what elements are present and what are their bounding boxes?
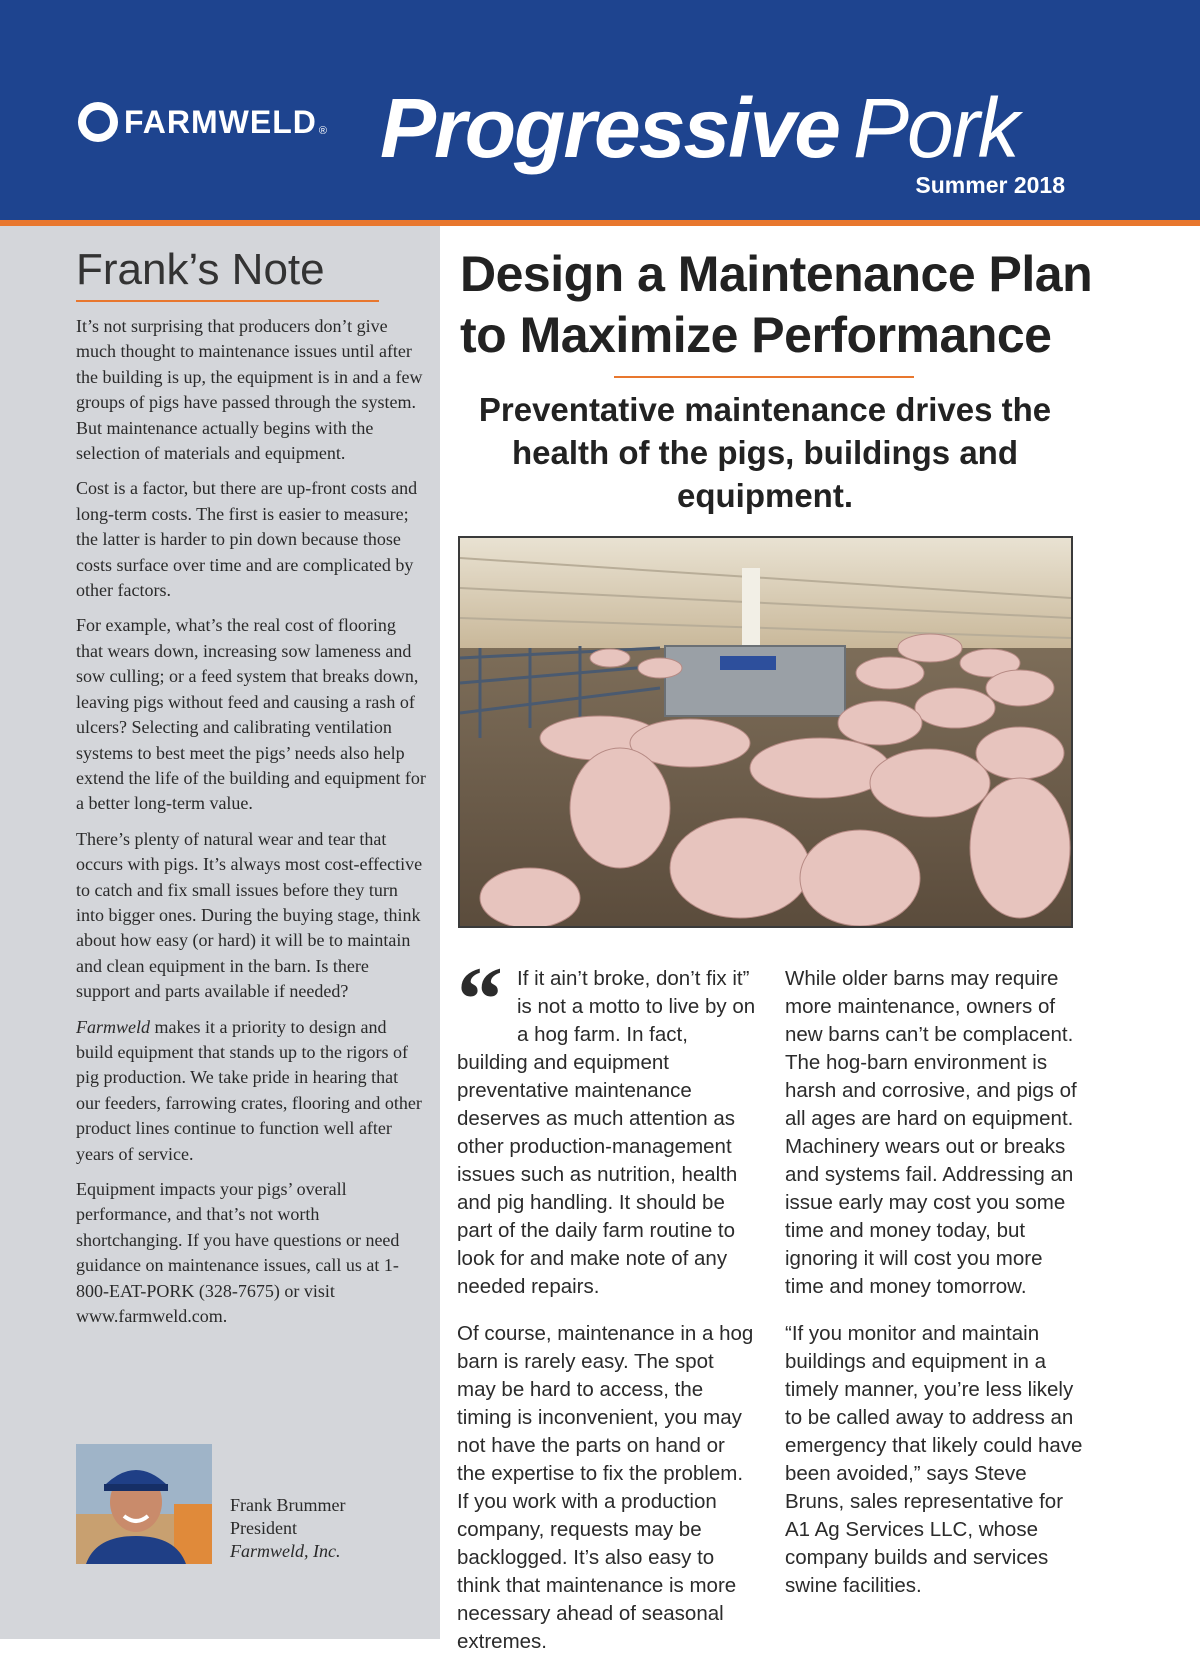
sidebar-paragraph: There’s plenty of natural wear and tear that occurs with pigs. It’s always most cost-effective to catch and fix small issues before they turn into bigger ones. During the buying stage, think about how easy (or hard) it will be to maintain and clean equipment in the barn. Is there support and parts available if needed? bbox=[76, 828, 423, 1002]
sidebar-paragraph: Equipment impacts your pigs’ overall performance, and that’s not worth shortchanging. If you have questions or need guidance on maintenance issues, call us at 1-800-EAT-PORK (328-7675) or visit www.farmweld.com. bbox=[76, 1179, 400, 1327]
sidebar-body bbox=[76, 314, 426, 1339]
article-column-right bbox=[785, 965, 1085, 1619]
headline-rule bbox=[614, 376, 914, 378]
issue-date: Summer 2018 bbox=[915, 172, 1065, 198]
article-paragraph bbox=[457, 948, 757, 1301]
signature-title: President bbox=[230, 1518, 297, 1538]
brand-name: FARMWELD bbox=[124, 104, 317, 140]
publication-title-bold: Progressive bbox=[380, 81, 839, 175]
pig-barn-photo-icon bbox=[460, 538, 1071, 926]
sidebar-paragraph: Cost is a factor, but there are up-front costs and long-term costs. The first is easier to measure; the latter is harder to pin down because those costs surface over time and are complicated by other factors. bbox=[76, 478, 418, 601]
sidebar-paragraph bbox=[76, 1015, 426, 1167]
signature-block bbox=[230, 1494, 345, 1563]
open-quote-mark: “ bbox=[457, 948, 503, 1050]
article-column-left bbox=[457, 948, 757, 1675]
author-portrait-icon bbox=[76, 1444, 212, 1564]
article-subhead: Preventative maintenance drives the health of the pigs, buildings and equipment. bbox=[478, 391, 1052, 514]
sidebar-title: Frank’s Note bbox=[76, 245, 325, 294]
farmweld-logo bbox=[76, 100, 327, 144]
article-photo bbox=[458, 536, 1073, 928]
article-paragraph: While older barns may require more maintenance, owners of new barns can’t be complacent. The hog-barn environment is harsh and corrosive, and pigs of all ages are hard on equipment. Machinery wears out or breaks and systems fail. Addressing an issue early may cost you some time and money today, but ignoring it will cost you more time and money tomorrow. bbox=[785, 967, 1077, 1298]
sidebar-paragraph: For example, what’s the real cost of flooring that wears down, increasing sow lameness and sow culling; or a feed system that breaks down, leaving pigs without feed and causing a rash of ulcers? Selecting and calibrating ventilation systems to best meet the pigs’ needs also help extend the life of the building and equipment for a better long-term value. bbox=[76, 615, 426, 814]
masthead-banner bbox=[0, 0, 1200, 220]
publication-title-light: Pork bbox=[852, 81, 1018, 175]
company-name: Farmweld bbox=[76, 1016, 150, 1037]
signature-company: Farmweld, Inc. bbox=[230, 1541, 341, 1561]
signature-name: Frank Brummer bbox=[230, 1495, 346, 1515]
farmweld-logo-mark-icon bbox=[76, 99, 122, 145]
article-paragraph: Of course, maintenance in a hog barn is rarely easy. The spot may be hard to access, the timing is inconvenient, you may not have the parts on hand or the expertise to fix the problem. If you work with a production company, requests may be backlogged. It’s also easy to think that maintenance is more necessary ahead of seasonal extremes. bbox=[457, 1322, 754, 1653]
article-paragraph-text: If it ain’t broke, don’t fix it” is not a motto to live by on a hog farm. In fact, building and equipment preventative maintenance deserves as much attention as other production-management issues such as nutrition, health and pig handling. It should be part of the daily farm routine to look for and make note of any needed repairs. bbox=[457, 967, 756, 1298]
sidebar-paragraph: It’s not surprising that producers don’t give much thought to maintenance issues until after the building is up, the equipment is in and a few groups of pigs have passed through the system. But maintenance actually begins with the selection of materials and equipment. bbox=[76, 316, 423, 464]
sidebar-paragraph-text: makes it a priority to design and build equipment that stands up to the rigors of pig production. We take pride in hearing that our feeders, farrowing crates, flooring and other product lines continue to function well after years of service. bbox=[76, 1016, 422, 1164]
article-paragraph: “If you monitor and maintain buildings and equipment in a timely manner, you’re less likely to be called away to address an emergency that likely could have been avoided,” says Steve Bruns, sales representative for A1 Ag Services LLC, whose company builds and services swine facilities. bbox=[785, 1322, 1083, 1597]
sidebar-title-rule bbox=[76, 300, 379, 302]
author-photo bbox=[76, 1444, 212, 1564]
article-headline: Design a Maintenance Plan to Maximize Performance bbox=[460, 246, 1093, 363]
registered-mark: ® bbox=[318, 125, 327, 137]
publication-title bbox=[380, 78, 1080, 178]
